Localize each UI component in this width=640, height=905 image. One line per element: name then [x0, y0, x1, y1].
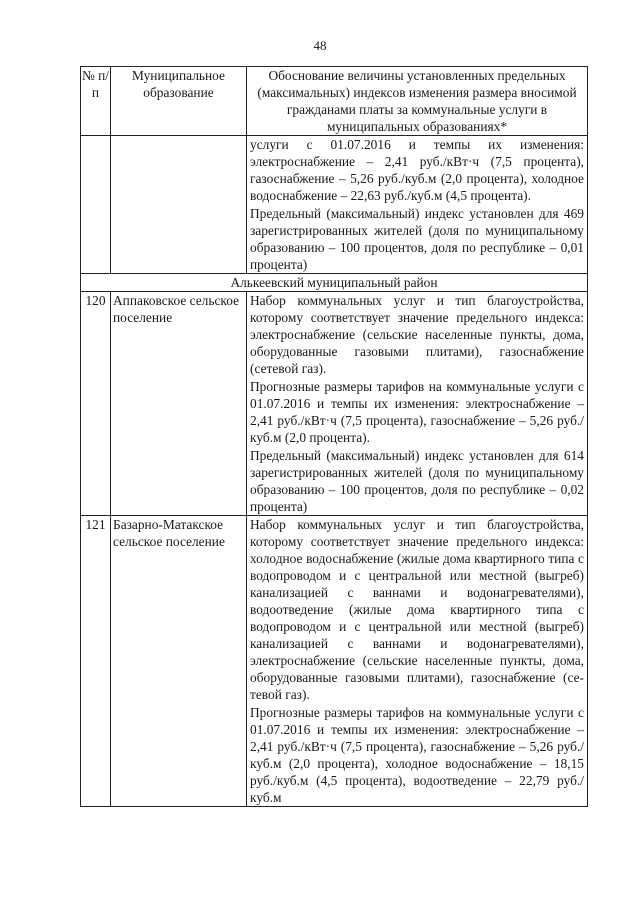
table-row: [81, 292, 588, 516]
header-municipality: Муниципальное образование: [111, 67, 247, 136]
table-header-row: [81, 67, 588, 136]
cell-justification: [247, 136, 588, 274]
justification-paragraph: услуги с 01.07.2016 и темпы их изменения: электроснабжение – 2,41 руб./кВт·ч (7,5 процента), газоснабжение – 5,26 руб./куб.м (2,0 процента), холодное водоснабжение – 22,63 руб./куб.м (4,5 процента).: [250, 137, 584, 203]
justification-paragraph: Прогнозные размеры тарифов на коммунальные услуги с 01.07.2016 и темпы их изменения: электроснабжение – 2,41 руб./кВт·ч (7,5 процента), газоснабжение – 5,26 руб./куб.м (2,0 процента).: [250, 379, 584, 445]
row-number: 120: [81, 292, 111, 516]
row-municipality: Базарно-Матакское сельское поселение: [111, 516, 247, 807]
district-row: [81, 274, 588, 292]
table-row: [81, 516, 588, 807]
cell-justification: [247, 292, 588, 516]
table-row-continuation: [81, 136, 588, 274]
justification-paragraph: Предельный (максимальный) индекс установлен для 469 зарегистрированных жителей (доля по муниципальному образованию – 100 процентов, доля по республике – 0,01 процента): [250, 206, 584, 272]
justification-paragraph: Набор коммунальных услуг и тип благоустройства, которому соответствует значение предельного индекса: электроснабжение (сельские населенные пункты, дома, оборудованные газовыми плитами), газоснабжение (сетевой газ).: [250, 293, 584, 376]
cell-number: [81, 136, 111, 274]
justification-paragraph: Прогнозные размеры тарифов на коммунальные услуги с 01.07.2016 и темпы их изменения: электроснабжение – 2,41 руб./кВт·ч (7,5 процента), газоснабжение – 5,26 руб./куб.м (2,0 процента), холодное водоснабжение – 18,15 руб./куб.м (4,5 процента), водоотведение – 22,79 руб./куб.м: [250, 705, 584, 805]
page-number: 48: [313, 38, 327, 53]
tariff-table: [80, 66, 588, 807]
cell-justification: [247, 516, 588, 807]
cell-municipality: [111, 136, 247, 274]
row-municipality: Аппаковское сельское поселение: [111, 292, 247, 516]
justification-paragraph: Набор коммунальных услуг и тип благоустройства, которому соответствует значение предельного индекса: холодное водоснабжение (жилые дома квартирного типа с водопроводом и с центральной или местной (выгреб) канализацией с ваннами и водонагревателями), водоотведение (жилые дома квартирного типа с водопроводом и с центральной или местной (выгреб) канализацией с ваннами и водонагревателями), электроснабжение (сельские населенные пункты, дома, оборудованные газовыми плитами), газоснабжение (се-тевой газ).: [250, 517, 584, 702]
header-number: № п/п: [81, 67, 111, 136]
row-number: 121: [81, 516, 111, 807]
district-title: Алькеевский муниципальный район: [81, 274, 588, 292]
justification-paragraph: Предельный (максимальный) индекс установлен для 614 зарегистрированных жителей (доля по муниципальному образованию – 100 процентов, доля по республике – 0,02 процента): [250, 448, 584, 514]
header-justification: Обоснование величины установленных предельных (максимальных) индексов изменения размера вносимой гражданами платы за коммунальные услуги в муниципальных образованиях*: [247, 67, 588, 136]
